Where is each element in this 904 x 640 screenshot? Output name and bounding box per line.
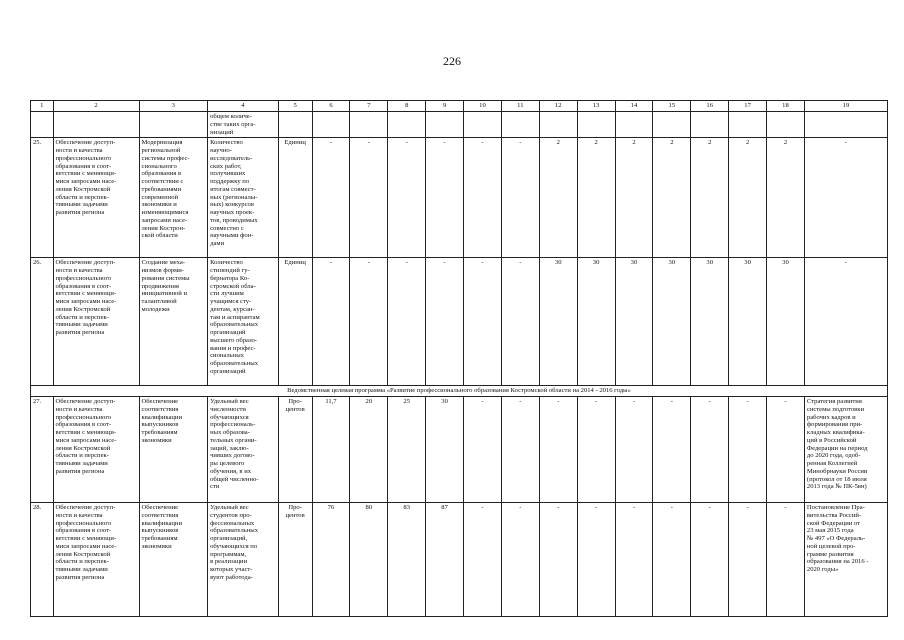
value-cell: 30 xyxy=(426,397,464,503)
value-cell: - xyxy=(577,503,615,617)
section-title: Ведомственная целевая программа «Развитие профессионального образования Костромской области на 2014 - 2016 годы» xyxy=(31,386,888,397)
empty-cell xyxy=(804,112,887,138)
header-cell: 12 xyxy=(539,101,577,112)
indicator-cell: Количество научно- исследователь- ских работ, получивших поддержку по итогам совмест- ных (регионалы- ных) конкурсов научных проек- тов, проводимых совместно с научными фон- дами xyxy=(208,138,279,258)
header-cell: 13 xyxy=(577,101,615,112)
header-cell: 7 xyxy=(350,101,388,112)
value-cell: 83 xyxy=(388,503,426,617)
empty-cell xyxy=(53,112,139,138)
table-body xyxy=(31,101,888,617)
value-cell: 30 xyxy=(729,258,767,386)
value-cell: - xyxy=(501,138,539,258)
empty-cell xyxy=(539,112,577,138)
value-cell: - xyxy=(729,503,767,617)
continuation-row xyxy=(31,112,888,138)
table-row xyxy=(31,503,888,617)
value-cell: - xyxy=(350,258,388,386)
section-row xyxy=(31,386,888,397)
value-cell: - xyxy=(501,503,539,617)
goal-cell: Обеспечение доступ- ности и качества профессионального образования в соот- ветствии с меняющи- мися запросами насе- ления Костромской области и перспек- тивными задачами развития региона xyxy=(53,138,139,258)
value-cell: 2 xyxy=(577,138,615,258)
value-cell: - xyxy=(350,138,388,258)
header-cell: 1 xyxy=(31,101,54,112)
empty-cell xyxy=(729,112,767,138)
value-cell: 30 xyxy=(767,258,805,386)
value-cell: 2 xyxy=(691,138,729,258)
empty-cell xyxy=(653,112,691,138)
header-cell: 9 xyxy=(426,101,464,112)
empty-cell xyxy=(691,112,729,138)
indicators-table xyxy=(30,100,888,617)
basis-cell: - xyxy=(804,138,887,258)
value-cell: 30 xyxy=(615,258,653,386)
value-cell: - xyxy=(388,138,426,258)
value-cell: 2 xyxy=(729,138,767,258)
value-cell: - xyxy=(312,258,350,386)
value-cell: 2 xyxy=(653,138,691,258)
header-row xyxy=(31,101,888,112)
value-cell: - xyxy=(501,397,539,503)
value-cell: - xyxy=(653,503,691,617)
value-cell: - xyxy=(426,258,464,386)
indicator-cell: Удельный вес студентов про- фессиональных образовательных организаций, обучающихся по программам, в реализации которых участ- вуют работода- xyxy=(208,503,279,617)
value-cell: - xyxy=(388,258,426,386)
value-cell: 30 xyxy=(577,258,615,386)
value-cell: - xyxy=(729,397,767,503)
row-number: 27. xyxy=(31,397,54,503)
task-cell: Обеспечение соответствия квалификации выпускников требованиям экономики xyxy=(139,503,208,617)
indicator-cell: общем количе- стве таких орга- низаций xyxy=(208,112,279,138)
value-cell: - xyxy=(767,397,805,503)
empty-cell xyxy=(350,112,388,138)
page-number: 226 xyxy=(443,54,461,68)
unit-cell: Единиц xyxy=(278,258,312,386)
value-cell: - xyxy=(501,258,539,386)
empty-cell xyxy=(278,112,312,138)
table-row xyxy=(31,397,888,503)
value-cell: 25 xyxy=(388,397,426,503)
value-cell: 87 xyxy=(426,503,464,617)
value-cell: - xyxy=(312,138,350,258)
value-cell: - xyxy=(426,138,464,258)
basis-cell: Стратегия развития системы подготовки рабочих кадров и формирования при- кладных квалифика- ций в Российской Федерации на период до 2020 года, одоб- ренная Коллегией Минобрнауки России (протокол от 18 июля 2013 года № ПК-5вн) xyxy=(804,397,887,503)
task-cell: Создание меха- низмов форми- рования системы продвижения инициативной и талантливой молодежи xyxy=(139,258,208,386)
task-cell: Модернизация региональной системы профес- сионального образования в соответствии с требованиями современной экономики и изменяющимися запросами насе- ления Кострон- ской области xyxy=(139,138,208,258)
goal-cell: Обеспечение доступ- ности и качества профессионального образования в соот- ветствии с меняющи- мися запросами насе- ления Костромской области и перспек- тивными задачами развития региона xyxy=(53,503,139,617)
empty-cell xyxy=(767,112,805,138)
empty-cell xyxy=(426,112,464,138)
header-cell: 14 xyxy=(615,101,653,112)
header-cell: 17 xyxy=(729,101,767,112)
goal-cell: Обеспечение доступ- ности и качества профессионального образования в соот- ветствии с меняющи- мися запросами насе- ления Костромской области и перспек- тивными задачами развития региона xyxy=(53,258,139,386)
goal-cell: Обеспечение доступ- ности и качества профессионального образования в соот- ветствии с меняющи- мися запросами насе- ления Костромской области и перспек- тивными задачами развития региона xyxy=(53,397,139,503)
value-cell: - xyxy=(691,397,729,503)
unit-cell: Про- центов xyxy=(278,397,312,503)
header-cell: 19 xyxy=(804,101,887,112)
empty-cell xyxy=(312,112,350,138)
value-cell: 80 xyxy=(350,503,388,617)
empty-cell xyxy=(139,112,208,138)
row-number: 26. xyxy=(31,258,54,386)
value-cell: - xyxy=(539,397,577,503)
header-cell: 2 xyxy=(53,101,139,112)
header-cell: 18 xyxy=(767,101,805,112)
empty-cell xyxy=(615,112,653,138)
value-cell: 20 xyxy=(350,397,388,503)
value-cell: - xyxy=(577,397,615,503)
value-cell: - xyxy=(615,397,653,503)
header-cell: 5 xyxy=(278,101,312,112)
value-cell: 2 xyxy=(767,138,805,258)
value-cell: - xyxy=(464,258,502,386)
task-cell: Обеспечение соответствия квалификации выпускников требованиям экономики xyxy=(139,397,208,503)
value-cell: - xyxy=(767,503,805,617)
value-cell: 2 xyxy=(615,138,653,258)
value-cell: - xyxy=(691,503,729,617)
table-row xyxy=(31,138,888,258)
table-row xyxy=(31,258,888,386)
value-cell: 76 xyxy=(312,503,350,617)
empty-cell xyxy=(501,112,539,138)
empty-cell xyxy=(577,112,615,138)
value-cell: 2 xyxy=(539,138,577,258)
empty-cell xyxy=(388,112,426,138)
value-cell: 30 xyxy=(653,258,691,386)
value-cell: - xyxy=(653,397,691,503)
empty-cell xyxy=(464,112,502,138)
basis-cell: Постановление Пра- вительства Россий- ской Федерации от 23 мая 2015 года № 497 «О Федераль- ной целевой про- грамме развития образования на 2016 - 2020 годы» xyxy=(804,503,887,617)
header-cell: 3 xyxy=(139,101,208,112)
value-cell: - xyxy=(464,138,502,258)
empty-cell xyxy=(31,112,54,138)
value-cell: - xyxy=(539,503,577,617)
header-cell: 11 xyxy=(501,101,539,112)
value-cell: - xyxy=(464,503,502,617)
row-number: 28. xyxy=(31,503,54,617)
unit-cell: Про- центов xyxy=(278,503,312,617)
header-cell: 10 xyxy=(464,101,502,112)
header-cell: 8 xyxy=(388,101,426,112)
header-cell: 16 xyxy=(691,101,729,112)
header-cell: 15 xyxy=(653,101,691,112)
header-cell: 4 xyxy=(208,101,279,112)
unit-cell: Единиц xyxy=(278,138,312,258)
value-cell: - xyxy=(615,503,653,617)
value-cell: - xyxy=(464,397,502,503)
value-cell: 11,7 xyxy=(312,397,350,503)
value-cell: 30 xyxy=(539,258,577,386)
indicator-cell: Количество стипендий гу- бернатора Ко- стромской обла- сти лучшим учащимся сту- дентам, курсан- там и аспирантам образовательных организаций высшего образо- вания и профес- сиональных образовательных организаций xyxy=(208,258,279,386)
basis-cell: - xyxy=(804,258,887,386)
row-number: 25. xyxy=(31,138,54,258)
header-cell: 6 xyxy=(312,101,350,112)
value-cell: 30 xyxy=(691,258,729,386)
indicator-cell: Удельный вес численности обучающихся профессиональ- ных образова- тельных органи- заций, заклю- чивших догово- ры целевого обучения, в их общей численно- сти xyxy=(208,397,279,503)
